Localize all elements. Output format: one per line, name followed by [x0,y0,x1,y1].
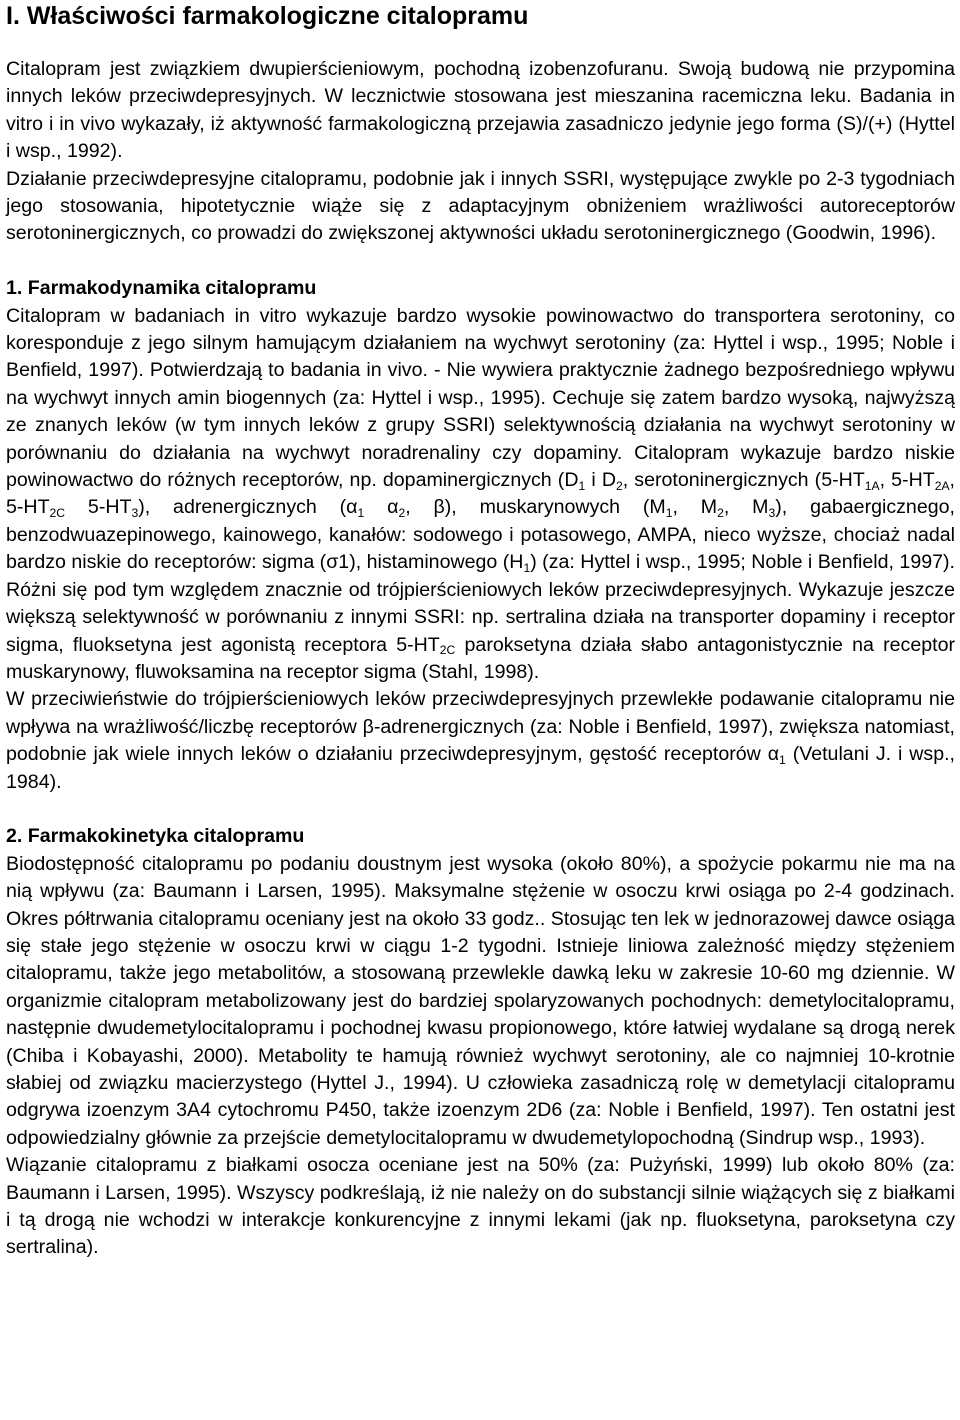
spacer [6,32,955,56]
section-1-heading: 1. Farmakodynamika citalopramu [6,277,317,300]
section-1-paragraph-1: Citalopram w badaniach in vitro wykazuje bardzo wysokie powinowactwo do transportera serotoniny, co koresponduje z jego silnym hamującym działaniem na wychwyt serotoniny (za: Hyttel i wsp., 1995; Noble i Benfield, 1997). Potwierdzają to badania in vivo. - Nie wywiera praktycznie żadnego bezpośredniego wpływu na wychwyt innych amin biogennych (za: Hyttel i wsp., 1995). Cechuje się zatem bardzo wysoką, najwyższą ze znanych leków (w tym innych leków z grupy SSRI) selektywnością działania na wychwyt serotoniny w porównaniu do działania na wychwyt noradrenaliny czy dopaminy. Citalopram wykazuje bardzo niskie powinowactwo do różnych receptorów, np. dopaminergicznych ($D_1$ i $D_2$, serotoninergicznych ($5-HT_{1A}$, $5-HT_{2A}$, $5-HT_{2C}$ $5-HT_3$), adrenergicznych ($\alpha_1$ $\alpha_2$, β), muskarynowych ($M_1$, $M_2$, $M_3$), gabaergicznego, benzodwuazepinowego, kainowego, kanałów: sodowego i potasowego, AMPA, nieco wyższe, chociaż nadal bardzo niskie do receptorów: sigma (σ1), histaminowego $(H_1)$ (za: Hyttel i wsp., 1995; Noble i Benfield, 1997). Różni się pod tym względem znacznie od trójpierścieniowych leków przeciwdepresyjnych. Wykazuje jeszcze większą selektywność w porównaniu z innymi SSRI: np. sertralina działa na transporter dopaminy i receptor sigma, fluoksetyna jest agonistą receptora $5-HT_{2C}$ paroksetyna działa słabo antagonistycznie na receptor muskarynowy, fluwoksamina na receptor sigma (Stahl, 1998). [6,304,955,683]
section-2-heading: 2. Farmakokinetyka citalopramu [6,825,305,848]
spacer [6,248,955,275]
spacer [6,796,955,823]
page-title: I. Właściwości farmakologiczne citalopramu [6,2,529,30]
intro-paragraph-1: Citalopram jest związkiem dwupierścieniowym, pochodną izobenzofuranu. Swoją budową nie przypomina innych leków przeciwdepresyjnych. W lecznictwie stosowana jest mieszanina racemiczna leku. Badania in vitro i in vivo wykazały, iż aktywność farmakologiczną przejawia zasadniczo jedynie jego forma (S)/(+) (Hyttel i wsp., 1992). [6,58,955,163]
section-2-paragraph-2: Wiązanie citalopramu z białkami osocza oceniane jest na 50% (za: Pużyński, 1999) lub około 80% (za: Baumann i Larsen, 1995). Wszyscy podkreślają, iż nie należy on do substancji silnie wiążących się z białkami i tą drogą nie wchodzi w interakcje konkurencyjne z innymi lekami (jak np. fluoksetyna, paroksetyna czy sertralina). [6,1154,955,1259]
document-page [6,0,955,1262]
section-2-paragraph-1: Biodostępność citalopramu po podaniu doustnym jest wysoka (około 80%), a spożycie pokarmu nie ma na nią wpływu (za: Baumann i Larsen, 1995). Maksymalne stężenie w osoczu krwi osiąga po 2-4 godzinach. Okres półtrwania citalopramu oceniany jest na około 33 godz.. Stosując ten lek w jednorazowej dawce osiąga się stałe jego stężenie w osoczu krwi w ciągu 1-2 tygodni. Istnieje liniowa zależność między stężeniem citalopramu, także jego metabolitów, a stosowaną przewlekle dawką leku w zakresie 10-60 mg dziennie. W organizmie citalopram metabolizowany jest do bardziej spolaryzowanych pochodnych: demetylocitalopramu, następnie dwudemetylocitalopramu i pochodnej kwasu propionowego, które łatwiej wydalane są drogą nerek (Chiba i Kobayashi, 2000). Metabolity te hamują również wychwyt serotoniny, ale co najmniej 10-krotnie słabiej od związku macierzystego (Hyttel J., 1994). U człowieka zasadniczą rolę w demetylacji citalopramu odgrywa izoenzym 3A4 cytochromu P450, także izoenzym 2D6 (za: Noble i Benfield, 1997). Ten ostatni jest odpowiedzialny głównie za przejście demetylocitalopramu w dwudemetylopochodną (Sindrup wsp., 1993). [6,852,955,1149]
section-1-paragraph-2: W przeciwieństwie do trójpierścieniowych leków przeciwdepresyjnych przewlekłe podawanie citalopramu nie wpływa na wrażliwość/liczbę receptorów β-adrenergicznych (za: Noble i Benfield, 1997), zwiększa natomiast, podobnie jak wiele innych leków o działaniu przeciwdepresyjnym, gęstość receptorów $\alpha_1$ (Vetulani J. i wsp., 1984). [6,688,955,793]
intro-paragraph-2: Działanie przeciwdepresyjne citalopramu, podobnie jak i innych SSRI, występujące zwykle po 2-3 tygodniach jego stosowania, hipotetycznie wiąże się z adaptacyjnym obniżeniem wrażliwości autoreceptorów serotoninergicznych, co prowadzi do zwiększonej aktywności układu serotoninergicznego (Goodwin, 1996). [6,167,955,245]
